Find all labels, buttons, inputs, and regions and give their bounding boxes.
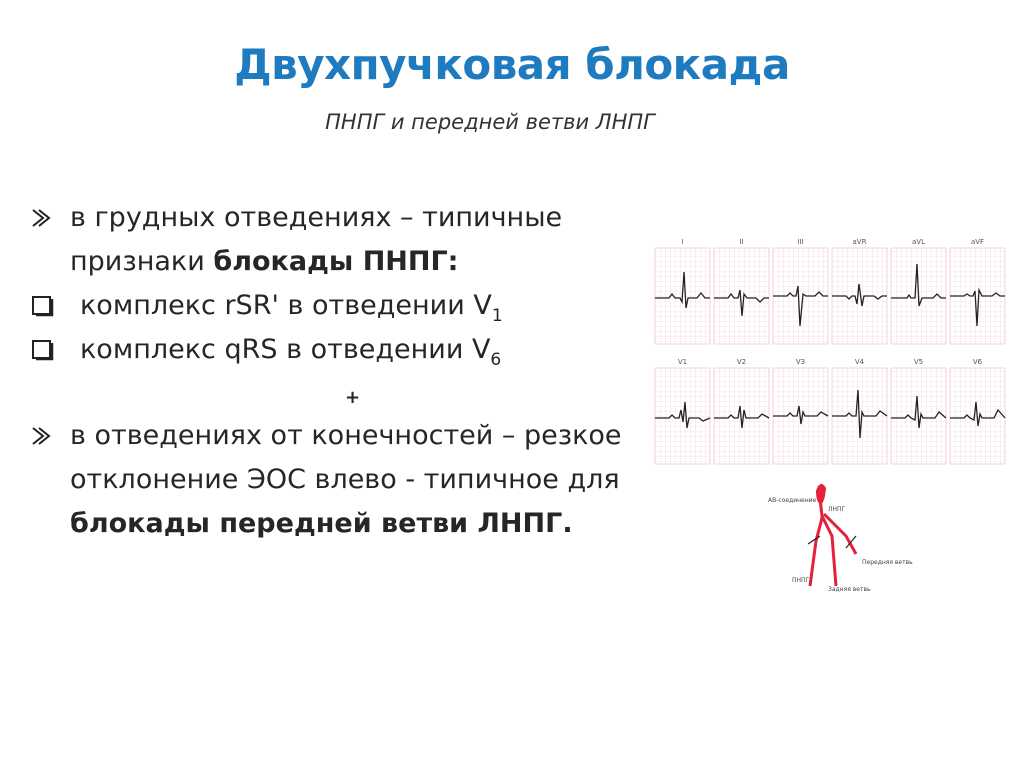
ecg-lead-v3 [773,358,828,464]
av-junction-label: АВ-соединение [768,497,817,504]
arrow-bullet-icon [30,196,64,240]
checkbox-bullet-icon [30,284,64,328]
lead-label: V2 [736,358,747,366]
lead-label: V6 [972,358,983,366]
limb-leads-row [655,238,1005,344]
ecg-lead-v1 [655,358,710,464]
ecg-lead-v5 [891,358,946,464]
conduction-diagram [768,484,913,593]
item-subscript: 6 [490,350,502,370]
lead-label: I [681,238,684,246]
ecg-lead-avr [832,238,887,344]
ecg-lead-v2 [714,358,769,464]
posterior-branch-label: Задняя ветвь [828,586,871,593]
arrow-bullet-icon [30,414,64,458]
checklist-item-v6 [30,328,655,372]
lead-label: V1 [677,358,688,366]
slide-content [30,196,655,546]
lead-label: II [739,238,744,246]
plus-sign: + [344,387,361,408]
anterior-branch-label: Передняя ветвь [862,559,913,566]
ecg-figure [650,236,1015,616]
lead-label: aVR [852,238,867,246]
bullet-text: в отведениях от конечностей – резкое отклонение ЭОС влево - типичное для [70,420,622,495]
ecg-lead-avf [950,238,1005,344]
item-text: комплекс rSR' в отведении V [80,290,492,321]
bullet-text: в грудных отведениях – типичные признаки [70,202,563,277]
ecg-lead-iii [773,238,828,344]
ecg-lead-v4 [832,358,887,464]
checklist-item-v1 [30,284,655,328]
lead-label: V5 [913,358,924,366]
lead-label: V3 [795,358,806,366]
item-subscript: 1 [491,306,503,326]
chest-leads-row [655,358,1005,464]
ecg-lead-avl [891,238,946,344]
lnpg-label: ЛНПГ [828,506,846,513]
checkbox-bullet-icon [30,328,64,372]
slide-title: Двухпучковая блокада [234,40,790,89]
ecg-lead-v6 [950,358,1005,464]
ecg-lead-ii [714,238,769,344]
lead-label: III [797,238,804,246]
lead-label: aVF [970,238,985,246]
lead-label: V4 [854,358,865,366]
ecg-lead-i [655,238,710,344]
item-text: комплекс qRS в отведении V [80,334,491,365]
bullet-chest-leads [30,196,655,284]
bullet-limb-leads [30,414,655,546]
lead-label: aVL [912,238,925,246]
slide-subtitle: ПНПГ и передней ветви ЛНПГ [325,110,655,134]
pnpg-label: ПНПГ [792,577,810,584]
bullet-bold-text: блокады передней ветви ЛНПГ. [70,508,573,539]
bullet-bold-text: блокады ПНПГ: [213,246,459,277]
